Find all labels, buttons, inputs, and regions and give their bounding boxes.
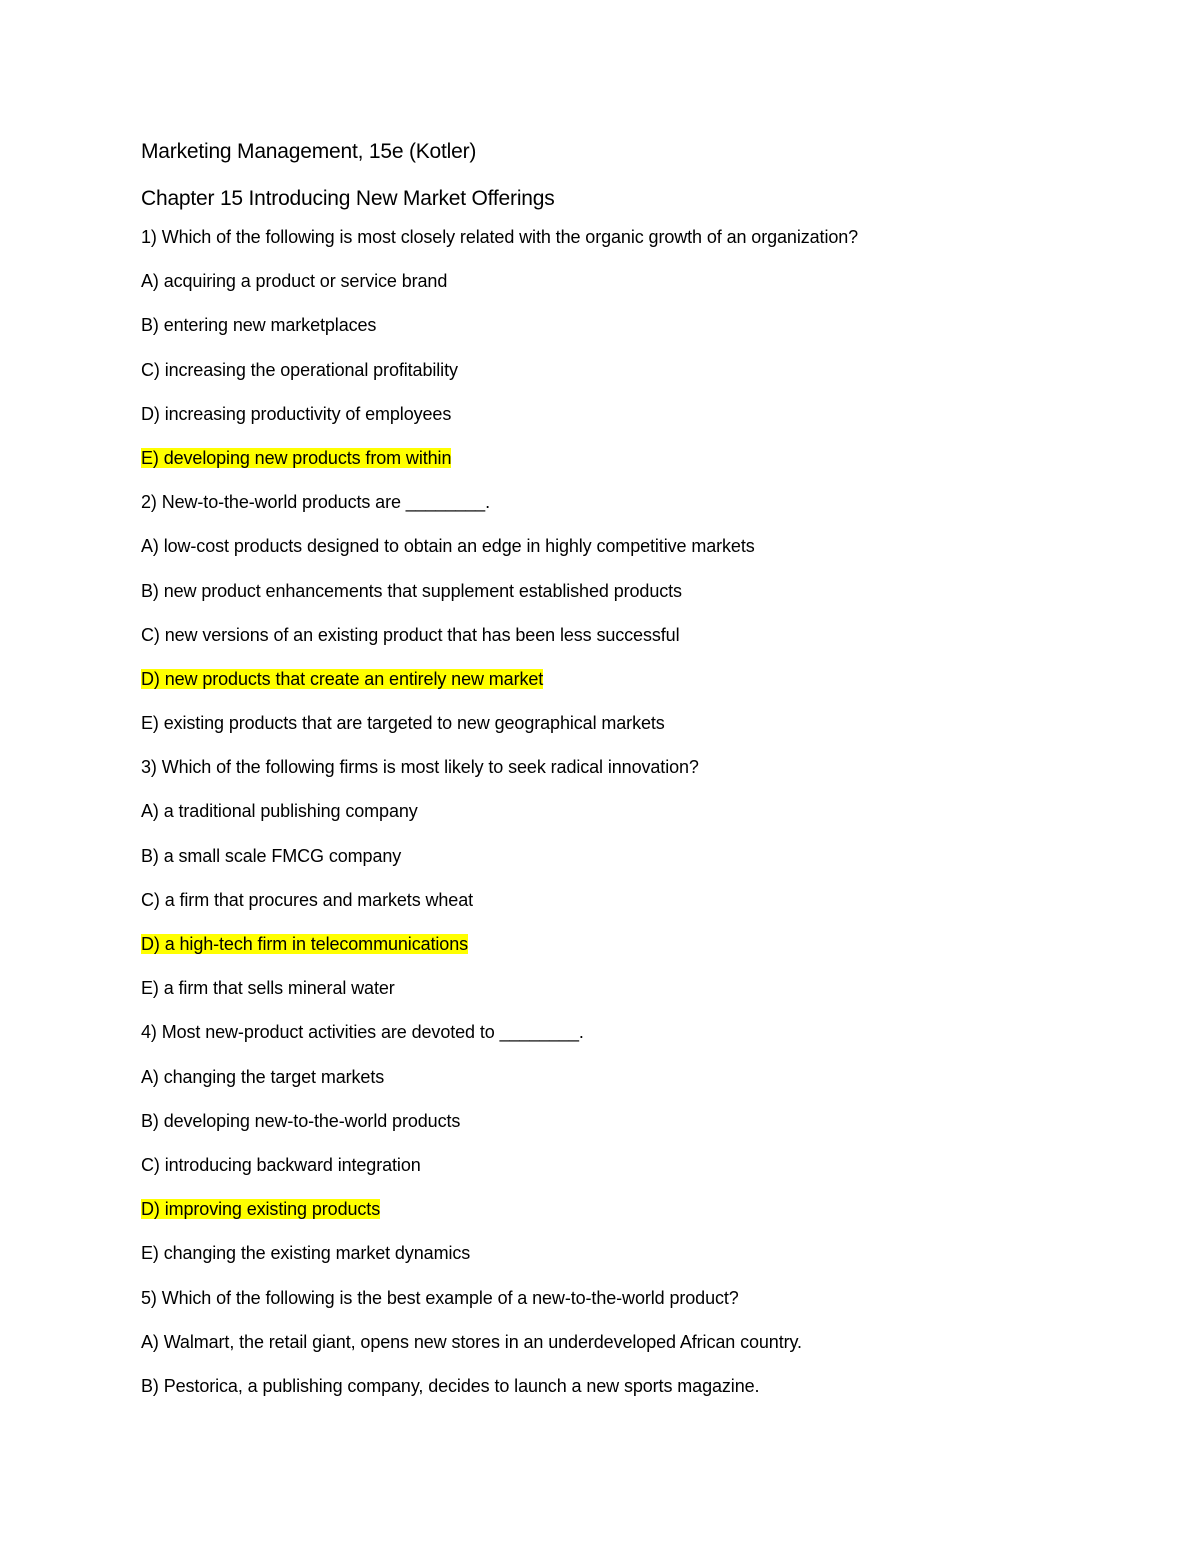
answer-option <box>141 1374 1101 1398</box>
line-text: C) new versions of an existing product that has been less successful <box>141 624 680 645</box>
question-text <box>141 755 1101 779</box>
chapter-heading: Chapter 15 Introducing New Market Offerings <box>141 187 555 210</box>
answer-option <box>141 667 1101 691</box>
line-text: B) a small scale FMCG company <box>141 845 402 866</box>
answer-option <box>141 711 1101 735</box>
answer-option <box>141 799 1101 823</box>
line-text: 1) Which of the following is most closely related with the organic growth of an organization? <box>141 227 859 247</box>
question-text <box>141 1020 1101 1044</box>
question-text <box>141 225 1101 249</box>
answer-option <box>141 1197 1101 1221</box>
highlighted-answer: D) improving existing products <box>141 1199 381 1220</box>
line-text: B) developing new-to-the-world products <box>141 1110 461 1131</box>
answer-option <box>141 976 1101 1000</box>
line-text: A) Walmart, the retail giant, opens new stores in an underdeveloped African country. <box>141 1331 802 1352</box>
document-title: Marketing Management, 15e (Kotler) <box>141 140 477 163</box>
question-list <box>141 225 1101 1398</box>
answer-option <box>141 269 1101 293</box>
answer-option <box>141 358 1101 382</box>
answer-option <box>141 932 1101 956</box>
line-text: 4) Most new-product activities are devoted to ________. <box>141 1022 584 1043</box>
question-text <box>141 1286 1101 1310</box>
highlighted-answer: E) developing new products from within <box>141 447 452 468</box>
document-page <box>141 138 1101 1418</box>
line-text: B) new product enhancements that supplement established products <box>141 580 682 601</box>
answer-option <box>141 623 1101 647</box>
answer-option <box>141 579 1101 603</box>
answer-option <box>141 888 1101 912</box>
line-text: 3) Which of the following firms is most likely to seek radical innovation? <box>141 757 699 778</box>
answer-option <box>141 534 1101 558</box>
line-text: A) a traditional publishing company <box>141 801 418 822</box>
answer-option <box>141 1065 1101 1089</box>
line-text: A) low-cost products designed to obtain an edge in highly competitive markets <box>141 536 755 557</box>
line-text: 2) New-to-the-world products are ________. <box>141 492 490 513</box>
line-text: C) increasing the operational profitability <box>141 359 458 380</box>
answer-option <box>141 1153 1101 1177</box>
answer-option <box>141 446 1101 470</box>
answer-option <box>141 844 1101 868</box>
line-text: D) increasing productivity of employees <box>141 403 452 424</box>
line-text: A) changing the target markets <box>141 1066 385 1087</box>
question-text <box>141 490 1101 514</box>
highlighted-answer: D) new products that create an entirely new market <box>141 668 544 689</box>
answer-option <box>141 1241 1101 1265</box>
line-text: C) a firm that procures and markets wheat <box>141 889 474 910</box>
line-text: A) acquiring a product or service brand <box>141 271 448 292</box>
line-text: B) entering new marketplaces <box>141 315 377 336</box>
answer-option <box>141 402 1101 426</box>
line-text: C) introducing backward integration <box>141 1154 421 1175</box>
line-text: E) a firm that sells mineral water <box>141 978 395 999</box>
line-text: E) existing products that are targeted to new geographical markets <box>141 713 665 734</box>
line-text: B) Pestorica, a publishing company, decides to launch a new sports magazine. <box>141 1375 760 1396</box>
answer-option <box>141 1109 1101 1133</box>
answer-option <box>141 313 1101 337</box>
highlighted-answer: D) a high-tech firm in telecommunications <box>141 934 469 954</box>
line-text: 5) Which of the following is the best example of a new-to-the-world product? <box>141 1287 739 1308</box>
answer-option <box>141 1330 1101 1354</box>
line-text: E) changing the existing market dynamics <box>141 1243 471 1264</box>
